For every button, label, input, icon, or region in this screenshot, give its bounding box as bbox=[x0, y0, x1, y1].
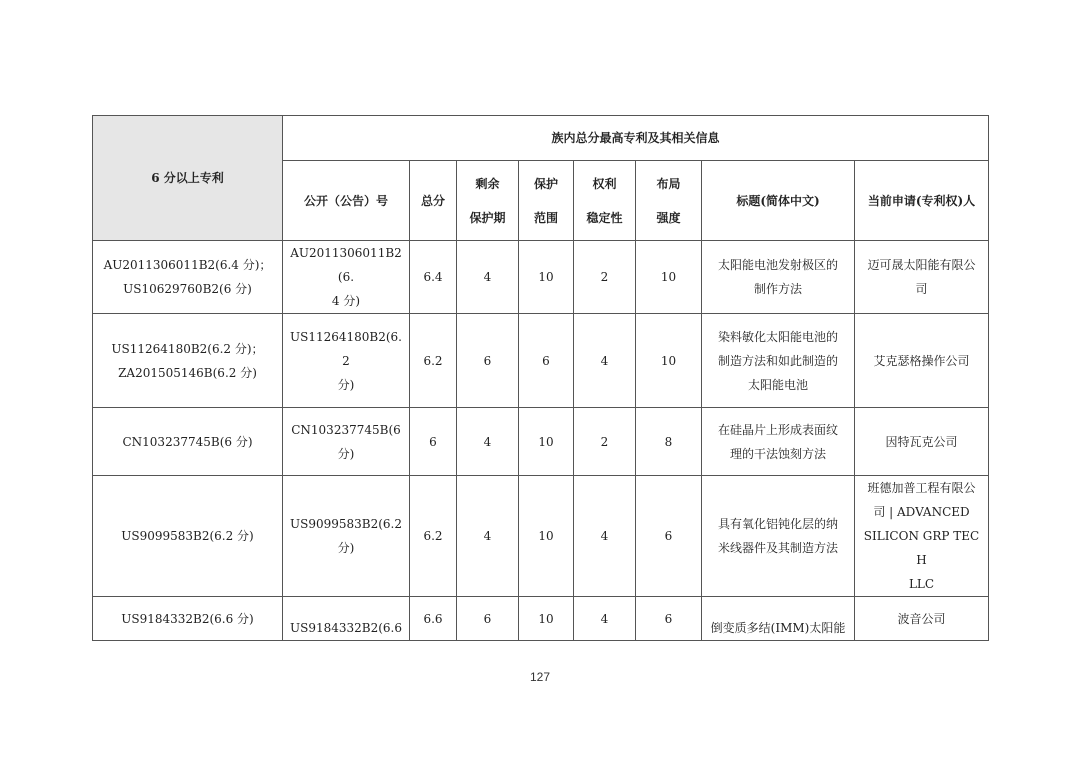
table-row bbox=[93, 476, 989, 597]
cell-applicant: 因特瓦克公司 bbox=[855, 408, 989, 476]
col-header-title: 标题(简体中文) bbox=[702, 161, 855, 241]
cell-applicant: 波音公司 bbox=[855, 597, 989, 641]
cell-applicant: 艾克瑟格操作公司 bbox=[855, 314, 989, 408]
cell-strength: 10 bbox=[636, 314, 702, 408]
cell-pub-no: AU2011306011B2(6. 4 分) bbox=[283, 241, 410, 314]
cell-scope: 10 bbox=[519, 408, 574, 476]
cell-stability: 2 bbox=[574, 241, 636, 314]
col-header-scope: 保护 范围 bbox=[519, 161, 574, 241]
table-row bbox=[93, 597, 989, 641]
header-row-group bbox=[93, 116, 989, 161]
cell-pub-no: US9184332B2(6.6 bbox=[283, 597, 410, 641]
table-row bbox=[93, 241, 989, 314]
cell-scope: 6 bbox=[519, 314, 574, 408]
patent-table-wrapper bbox=[92, 115, 988, 641]
table-row bbox=[93, 314, 989, 408]
cell-patents: AU2011306011B2(6.4 分)； US10629760B2(6 分) bbox=[93, 241, 283, 314]
cell-strength: 6 bbox=[636, 597, 702, 641]
cell-stability: 4 bbox=[574, 597, 636, 641]
cell-remaining: 6 bbox=[457, 597, 519, 641]
cell-total: 6.6 bbox=[410, 597, 457, 641]
cell-remaining: 4 bbox=[457, 476, 519, 597]
cell-title: 在硅晶片上形成表面纹 理的干法蚀刻方法 bbox=[702, 408, 855, 476]
cell-total: 6.4 bbox=[410, 241, 457, 314]
cell-applicant: 迈可晟太阳能有限公 司 bbox=[855, 241, 989, 314]
cell-total: 6 bbox=[410, 408, 457, 476]
cell-patents: US11264180B2(6.2 分)； ZA201505146B(6.2 分) bbox=[93, 314, 283, 408]
cell-pub-no: US11264180B2(6.2 分) bbox=[283, 314, 410, 408]
cell-strength: 8 bbox=[636, 408, 702, 476]
cell-remaining: 4 bbox=[457, 408, 519, 476]
col-header-pub-no: 公开（公告）号 bbox=[283, 161, 410, 241]
cell-patents: US9184332B2(6.6 分) bbox=[93, 597, 283, 641]
table-row bbox=[93, 408, 989, 476]
cell-applicant: 班德加普工程有限公 司 | ADVANCED SILICON GRP TECH LLC bbox=[855, 476, 989, 597]
cell-patents: CN103237745B(6 分) bbox=[93, 408, 283, 476]
left-header: 6 分以上专利 bbox=[93, 116, 283, 241]
cell-stability: 4 bbox=[574, 314, 636, 408]
cell-remaining: 6 bbox=[457, 314, 519, 408]
cell-strength: 10 bbox=[636, 241, 702, 314]
cell-title: 具有氧化铝钝化层的纳 米线器件及其制造方法 bbox=[702, 476, 855, 597]
cell-stability: 4 bbox=[574, 476, 636, 597]
col-header-remaining: 剩余 保护期 bbox=[457, 161, 519, 241]
cell-pub-no: US9099583B2(6.2 分) bbox=[283, 476, 410, 597]
cell-scope: 10 bbox=[519, 241, 574, 314]
cell-remaining: 4 bbox=[457, 241, 519, 314]
col-header-total: 总分 bbox=[410, 161, 457, 241]
cell-title: 染料敏化太阳能电池的 制造方法和如此制造的 太阳能电池 bbox=[702, 314, 855, 408]
cell-strength: 6 bbox=[636, 476, 702, 597]
cell-total: 6.2 bbox=[410, 476, 457, 597]
col-header-stability: 权利 稳定性 bbox=[574, 161, 636, 241]
cell-stability: 2 bbox=[574, 408, 636, 476]
cell-title: 倒变质多结(IMM)太阳能 bbox=[702, 597, 855, 641]
page-number: 127 bbox=[529, 670, 551, 684]
cell-title: 太阳能电池发射极区的 制作方法 bbox=[702, 241, 855, 314]
cell-scope: 10 bbox=[519, 597, 574, 641]
col-header-strength: 布局 强度 bbox=[636, 161, 702, 241]
cell-scope: 10 bbox=[519, 476, 574, 597]
cell-patents: US9099583B2(6.2 分) bbox=[93, 476, 283, 597]
cell-total: 6.2 bbox=[410, 314, 457, 408]
group-header: 族内总分最高专利及其相关信息 bbox=[283, 116, 989, 161]
patent-table bbox=[92, 115, 989, 641]
col-header-applicant: 当前申请(专利权)人 bbox=[855, 161, 989, 241]
cell-pub-no: CN103237745B(6 分) bbox=[283, 408, 410, 476]
